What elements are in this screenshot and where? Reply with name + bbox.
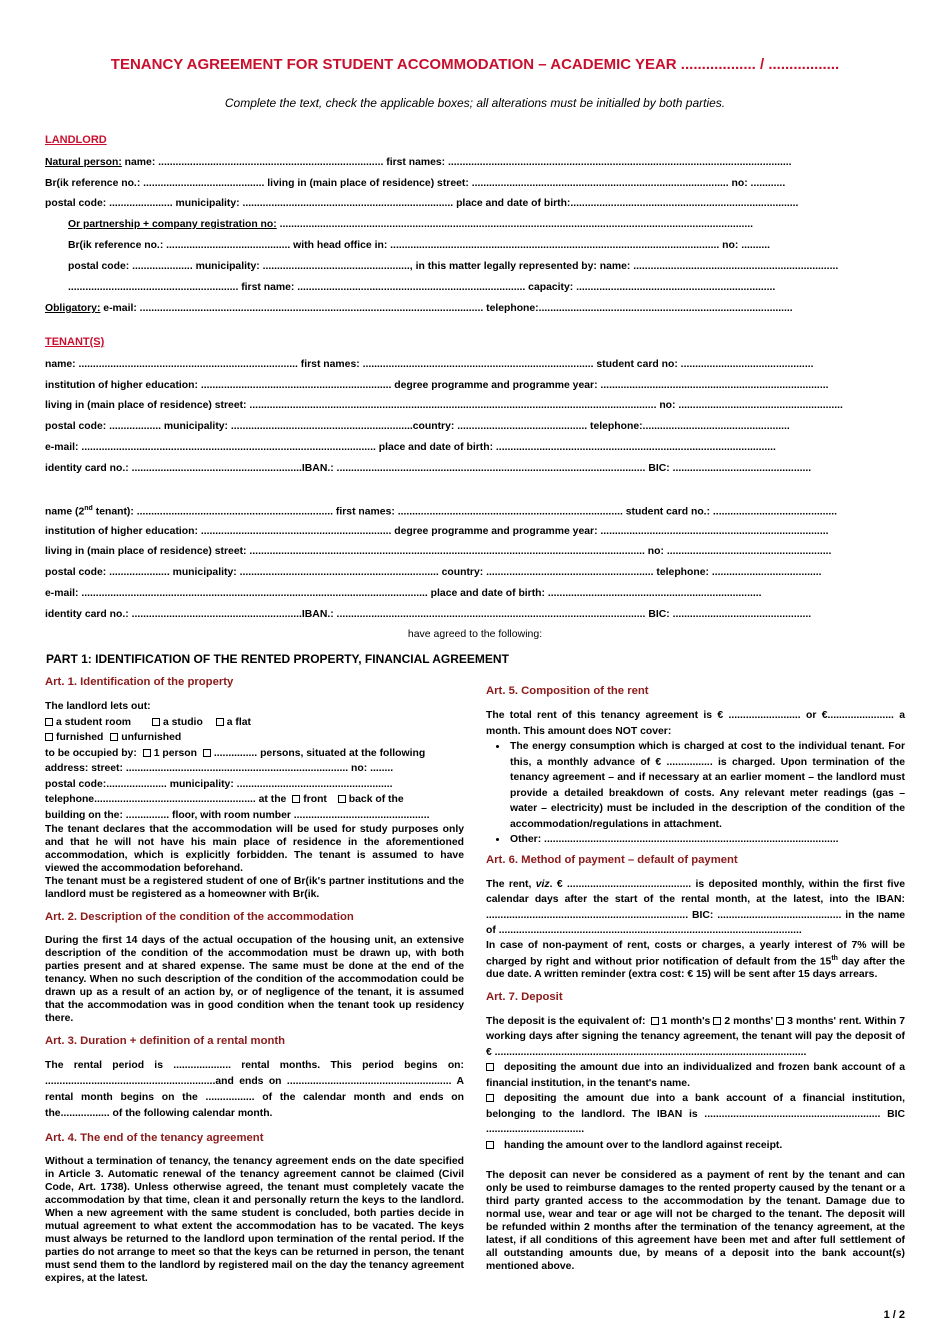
- tenant2-line: [45, 546, 905, 557]
- right-column: [486, 685, 905, 1273]
- art6-default-text-end: day after the due date. A written reminder (extra cost: € 15) will be sent after 15 days arrears.: [486, 955, 905, 980]
- label-three-months: 3 months' rent.: [787, 1015, 862, 1027]
- landlord-heading: LANDLORD: [45, 134, 107, 146]
- art7-deposit-paragraph: The deposit can never be considered as a payment of rent by the tenant and can only be used to reimburse damages to the rented property caused by the tenant or a third party granted access to the accommodation by the tenant. Damage due to normal use, wear and tear or age will not be charged to the tenant. The deposit will be refunded within 2 months after the termination of the tenancy agreement, at the latest, if all conditions of this agreement have been met and after full settlement of all outstanding amounts due, by means of a deposit into the bank account(s) mentioned above.: [486, 1170, 905, 1273]
- label-landlord-account: depositing the amount due into a bank account of a financial institution, belonging to the landlord. The IBAN is ............................................................. BIC ..................................: [486, 1093, 905, 1136]
- tenant1-line: [45, 463, 905, 474]
- reference-line-text: Br(ik reference no.: .......................................... living in (main place of residence) street: ......................................................................................... no: ............: [45, 178, 786, 189]
- art1-paragraph-study-use: The tenant declares that the accommodation will be used for study purposes only and that he will not have his main place of residence in the aforementioned accommodation, which is explicitly forbidden. The tenant is assumed to have viewed the accommodation beforehand.: [45, 824, 464, 874]
- tenant1-residence-line: living in (main place of residence) street: ............................................................................................................................................. no: .........................................................: [45, 400, 843, 411]
- art6-default-paragraph: [486, 939, 905, 981]
- tenant2-institution-line: institution of higher education: .................................................................. degree programme and programme year: ...............................................................................: [45, 526, 829, 537]
- label-back: back of the: [348, 794, 404, 805]
- tenant1-institution-line: institution of higher education: .................................................................. degree programme and programme year: ...............................................................................: [45, 380, 829, 391]
- checkbox-furnished[interactable]: [45, 733, 53, 741]
- art7-deposit-amount: Within 7 working days after signing the tenancy agreement, the tenant will pay the deposit of € ............................................................................................................: [486, 1015, 906, 1058]
- art5-energy-item: • The energy consumption which is charged at cost to the individual tenant. For this, a monthly advance of € ................ is charged. Upon termination of the tenancy agreement – and if necessary at an earlier moment – the landlord must provide a detailed breakdown of costs. Any relevant meter readings (gas – water – electricity) must be included in the description of the condition of the accommodation/regulations in attachment.: [508, 739, 905, 832]
- tenant2-residence-line: living in (main place of residence) street: ......................................................................................................................................... no: .........................................................: [45, 546, 832, 557]
- checkbox-student-room[interactable]: [45, 718, 53, 726]
- art3-paragraph: The rental period is .................... rental months. This period begins on: ...........................................................and ends on ......................................................... A rental month begins on the ................. of the calendar month and ends on the................. of the following calendar month.: [45, 1060, 464, 1119]
- tenant2-line: [45, 609, 905, 620]
- part1-heading: PART 1: IDENTIFICATION OF THE RENTED PROPERTY, FINANCIAL AGREEMENT: [46, 652, 509, 666]
- tenant1-line: [45, 400, 905, 411]
- tenant1-identity-line: identity card no.: ...........................................................IBAN.: ........................................................................................................... BIC: ................................................: [45, 463, 812, 474]
- art1-postal-line: postal code:..................... municipality: ......................................................: [45, 778, 393, 790]
- tenant1-name-line: name: ............................................................................ first names: ................................................................................ student card no: ..............................................: [45, 359, 814, 370]
- art5-exclusions-list: [486, 739, 905, 848]
- label-furnished: furnished: [56, 732, 104, 743]
- art7-option-receipt: [486, 1138, 905, 1154]
- art7-equivalent-label: The deposit is the equivalent of:: [486, 1015, 646, 1027]
- checkbox-flat[interactable]: [216, 718, 224, 726]
- art5-other-item: • Other: ......................................................................................................: [508, 832, 905, 848]
- checkbox-three-months[interactable]: [776, 1017, 784, 1025]
- tenant2-postal-line: postal code: ..................... municipality: ..................................................................... country: .......................................................... telephone: ......................................: [45, 567, 822, 578]
- tenant1-line: [45, 442, 905, 453]
- natural-person-fields: name: .............................................................................. first names: .......................................................................................................................: [121, 157, 792, 168]
- art1-telephone-line: [45, 792, 464, 808]
- representative-line-text: ........................................................... first name: ............................................................................... capacity: .....................................................................: [68, 282, 776, 293]
- label-student-room: a student room: [56, 716, 132, 728]
- tenants-heading: TENANT(S): [45, 336, 105, 348]
- occupancy-label: to be occupied by:: [45, 747, 137, 759]
- reference-line-2-text: Br(ik reference no.: ........................................... with head office in: .................................................................................................................. no: ..........: [68, 240, 771, 251]
- tenant1-line: [45, 359, 905, 370]
- landlord-representative-line: [68, 282, 905, 293]
- art7-option-frozen-account: [486, 1060, 905, 1091]
- tenant2-name-prefix: name (2: [45, 506, 85, 518]
- landlord-postal-line: [45, 198, 905, 209]
- label-flat: a flat: [226, 716, 251, 728]
- tenant2-line: [45, 526, 905, 537]
- tenant2-ordinal-suffix: nd: [84, 505, 93, 512]
- landlord-obligatory-line: [45, 303, 905, 314]
- landlord-reference-line-2: [68, 240, 905, 251]
- art1-occupancy-line: [45, 746, 464, 762]
- art4-heading: Art. 4. The end of the tenancy agreement: [45, 1132, 264, 1144]
- document-title: TENANCY AGREEMENT FOR STUDENT ACCOMMODATION – ACADEMIC YEAR .................. / .................: [110, 56, 840, 73]
- label-two-months: 2 months': [724, 1015, 774, 1027]
- tenant2-name-line: [45, 505, 905, 517]
- checkbox-studio[interactable]: [152, 718, 160, 726]
- tenant2-identity-line: identity card no.: ...........................................................IBAN.: ........................................................................................................... BIC: ................................................: [45, 609, 812, 620]
- art4-paragraph: Without a termination of tenancy, the tenancy agreement ends on the date specified in Article 3. Automatic renewal of the tenancy agreement cannot be claimed (Civil Code, Art. 1738). Unless otherwise agreed, the tenant must completely vacate the accommodation by that time, clean it and personally return the keys to the landlord. When a new agreement with the same student is concluded, both parties decide in mutual agreement to what extent the accommodation has to be vacated. The keys must always be returned to the landlord upon termination of the rental period. If the parties do not arrange to meet so that the keys can be returned in person, the tenant must send them to the landlord by registered mail on the day the tenancy agreement expires, at the latest.: [45, 1156, 464, 1284]
- art2-paragraph: During the first 14 days of the actual occupation of the housing unit, an extensive description of the condition of the accommodation must be drawn up, with both parties present and at shared expense. The same must be done at the end of the tenancy. When no such description of the condition of the accommodation could be drawn up as a result of an action by, or of negligence of the tenant, it is assumed that the accommodation was in good condition when the tenant took up residency there.: [45, 935, 464, 1024]
- art6-viz: viz: [535, 878, 550, 890]
- art1-building-line: building on the: ............... floor, with room number ...............................................: [45, 809, 430, 821]
- label-unfurnished: unfurnished: [121, 732, 182, 743]
- partnership-field: ....................................................................................................................................................................: [276, 219, 754, 230]
- art6-rent-prefix: The rent,: [486, 878, 536, 890]
- art6-payment-details: . € ........................................... is deposited monthly, within the first five calendar days after the start of the rental month, at the latest, into the IBAN: ...................................................................... BIC: ........................................... in the name of .........................................................................................................: [486, 878, 906, 936]
- label-receipt: handing the amount over to the landlord against receipt.: [504, 1139, 783, 1151]
- instructions: Complete the text, check the applicable boxes; all alterations must be initialled by both parties.: [224, 96, 726, 110]
- tenant2-name-fields: tenant): .................................................................... first names: .............................................................................. student card no.: ...........................................: [92, 506, 838, 518]
- art1-address-line: address: street: ............................................................................. no: ........: [45, 763, 394, 774]
- label-one-month: 1 month's: [661, 1015, 711, 1027]
- art1-type-options: [45, 715, 464, 731]
- art7-option-landlord-account: [486, 1091, 905, 1138]
- checkbox-back[interactable]: [338, 795, 346, 803]
- checkbox-one-person[interactable]: [143, 749, 151, 757]
- tenant1-line: [45, 380, 905, 391]
- art7-equivalent-paragraph: [486, 1014, 905, 1061]
- art5-heading: Art. 5. Composition of the rent: [486, 685, 649, 697]
- art6-payment-paragraph: [486, 877, 905, 939]
- left-column: [45, 676, 464, 1285]
- art6-default-text: In case of non-payment of rent, costs or charges, a yearly interest of 7% will be charged by right and without prior notification of default from the 15: [486, 939, 905, 967]
- telephone-label: telephone........................................................ at the: [45, 794, 287, 805]
- checkbox-frozen-account[interactable]: [486, 1063, 494, 1071]
- art5-paragraph: The total rent of this tenancy agreement is € ......................... or €....................... a month. This amount does NOT cover:: [486, 710, 905, 737]
- label-persons: ............... persons, situated at the following: [213, 747, 426, 759]
- checkbox-receipt[interactable]: [486, 1141, 494, 1149]
- art1-heading: Art. 1. Identification of the property: [45, 676, 234, 688]
- tenant2-line: [45, 567, 905, 578]
- tenant2-line: [45, 588, 905, 599]
- checkbox-one-month[interactable]: [651, 1017, 659, 1025]
- landlord-postal-line-2: [68, 261, 905, 272]
- art1-paragraph-registration: The tenant must be a registered student of one of Br(ik's partner institutions and the landlord must be registered as a homeowner with Br(ik.: [45, 876, 464, 900]
- art6-heading: Art. 6. Method of payment – default of payment: [486, 853, 738, 866]
- art6-ordinal-suffix: th: [831, 954, 838, 962]
- landlord-natural-person-line: [45, 157, 905, 168]
- checkbox-unfurnished[interactable]: [110, 733, 118, 741]
- art2-heading: Art. 2. Description of the condition of the accommodation: [45, 911, 354, 923]
- label-studio: a studio: [162, 716, 203, 728]
- checkbox-two-months[interactable]: [713, 1017, 721, 1025]
- landlord-partnership-line: [68, 219, 905, 230]
- tenant1-line: [45, 421, 905, 432]
- checkbox-persons[interactable]: [203, 749, 211, 757]
- tenant1-email-line: e-mail: ...................................................................................................... place and date of birth: .................................................................................................: [45, 442, 776, 453]
- page-number: 1 / 2: [883, 1309, 905, 1321]
- art7-heading: Art. 7. Deposit: [486, 990, 563, 1003]
- tenant2-email-line: e-mail: ........................................................................................................................ place and date of birth: ..........................................................................: [45, 588, 762, 599]
- label-front: front: [303, 794, 327, 805]
- art1-lets-label: The landlord lets out:: [45, 701, 151, 712]
- checkbox-front[interactable]: [292, 795, 300, 803]
- art3-heading: Art. 3. Duration + definition of a rental month: [45, 1035, 286, 1047]
- checkbox-landlord-account[interactable]: [486, 1094, 494, 1102]
- label-one-person: 1 person: [153, 747, 197, 759]
- postal-line-text: postal code: ...................... municipality: ......................................................................... place and date of birth:...............................................................................: [45, 198, 799, 209]
- partnership-label: Or partnership + company registration no:: [68, 219, 277, 230]
- tenant1-postal-line: postal code: .................. municipality: ...............................................................country: ............................................. telephone:...................................................: [45, 421, 790, 432]
- landlord-reference-line: [45, 178, 905, 189]
- obligatory-fields: e-mail: ....................................................................................................................... telephone:........................................................................................: [100, 303, 793, 314]
- agreement-statement: have agreed to the following:: [407, 628, 543, 640]
- obligatory-label: Obligatory:: [45, 303, 101, 314]
- label-frozen-account: depositing the amount due into an individualized and frozen bank account of a financial institution, in the tenant's name.: [486, 1062, 905, 1089]
- natural-person-label: Natural person:: [45, 157, 122, 168]
- art1-furnish-options: [45, 730, 464, 746]
- postal-line-2-text: postal code: ..................... municipality: ..................................................., in this matter legally represented by: name: .......................................................................: [68, 261, 839, 272]
